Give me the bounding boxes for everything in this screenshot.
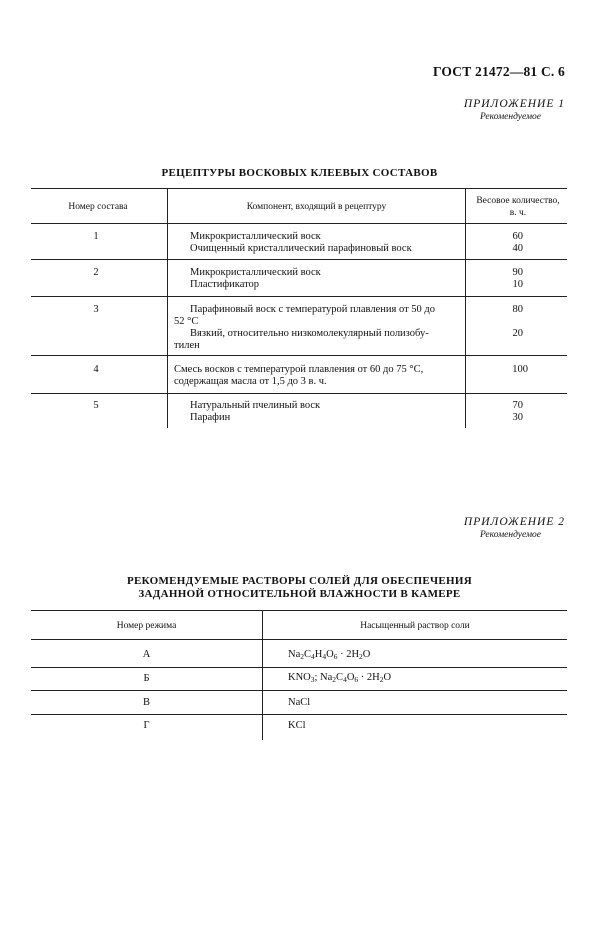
- recipe-weight: 80: [512, 304, 523, 315]
- column-header-number: Номер состава: [68, 202, 128, 212]
- recipe-number: 2: [93, 267, 99, 278]
- mode-label: Б: [143, 673, 150, 684]
- recipe-weight: 20: [512, 328, 523, 339]
- column-header-mode: Номер режима: [116, 621, 177, 631]
- recipe-component: 52 °С: [174, 316, 199, 327]
- mode-label: В: [142, 697, 150, 708]
- mode-label: Г: [143, 720, 150, 731]
- column-header-solution: Насыщенный раствор соли: [360, 621, 470, 631]
- mode-label: А: [142, 649, 151, 660]
- recipe-weight: 70: [512, 400, 523, 411]
- recipe-weight: 60: [512, 231, 523, 242]
- salt-formula: $KNO_3$; $Na_2C_4O_6 \cdot 2H_2O$: [288, 672, 392, 684]
- appendix-2-title: ПРИЛОЖЕНИЕ 2: [463, 516, 565, 528]
- salt-formula: KCl: [288, 720, 306, 731]
- recipe-weight: 40: [512, 243, 523, 254]
- salt-formula: $Na_2C_4H_4O_6 \cdot 2H_2O$: [288, 649, 371, 661]
- recipe-weight: 30: [512, 412, 523, 423]
- recipe-component: Микрокристаллический воск: [190, 267, 321, 278]
- recipe-number: 4: [93, 364, 99, 375]
- recipe-weight: 10: [512, 279, 523, 290]
- salt-formula: NaCl: [288, 697, 311, 708]
- column-header-component: Компонент, входящий в рецептуру: [246, 202, 387, 212]
- recipe-number: 3: [93, 304, 99, 315]
- column-header-weight: Весовое количество, в. ч.: [476, 196, 560, 218]
- recipe-component: Очищенный кристаллический парафиновый воск: [190, 243, 412, 254]
- recipe-component: тилен: [174, 340, 200, 351]
- appendix-2-subtitle: Рекомендуемое: [479, 530, 541, 540]
- page-header: ГОСТ 21472—81 С. 6: [432, 64, 565, 79]
- recipe-component: Смесь восков с температурой плавления от 60 до 75 °С,: [174, 364, 424, 375]
- recipe-component: Натуральный пчелиный воск: [190, 400, 321, 411]
- recipe-weight: 100: [512, 364, 528, 375]
- table-1-title: РЕЦЕПТУРЫ ВОСКОВЫХ КЛЕЕВЫХ СОСТАВОВ: [161, 167, 438, 179]
- recipe-component: Парафин: [190, 412, 231, 423]
- recipe-weight: 90: [512, 267, 523, 278]
- recipe-component: Пластификатор: [190, 279, 260, 290]
- recipe-component: Парафиновый воск с температурой плавления от 50 до: [190, 304, 436, 315]
- table-2-title: РЕКОМЕНДУЕМЫЕ РАСТВОРЫ СОЛЕЙ ДЛЯ ОБЕСПЕЧЕНИЯ ЗАДАННОЙ ОТНОСИТЕЛЬНОЙ ВЛАЖНОСТИ В КАМЕРЕ: [126, 575, 473, 600]
- recipe-component: Микрокристаллический воск: [190, 231, 321, 242]
- recipe-number: 1: [93, 231, 99, 242]
- recipe-number: 5: [93, 400, 99, 411]
- recipe-component: Вязкий, относительно низкомолекулярный полизобу-: [190, 328, 429, 339]
- appendix-1-subtitle: Рекомендуемое: [479, 112, 541, 122]
- recipe-component: содержащая масла от 1,5 до 3 в. ч.: [174, 376, 327, 387]
- appendix-1-title: ПРИЛОЖЕНИЕ 1: [463, 98, 565, 110]
